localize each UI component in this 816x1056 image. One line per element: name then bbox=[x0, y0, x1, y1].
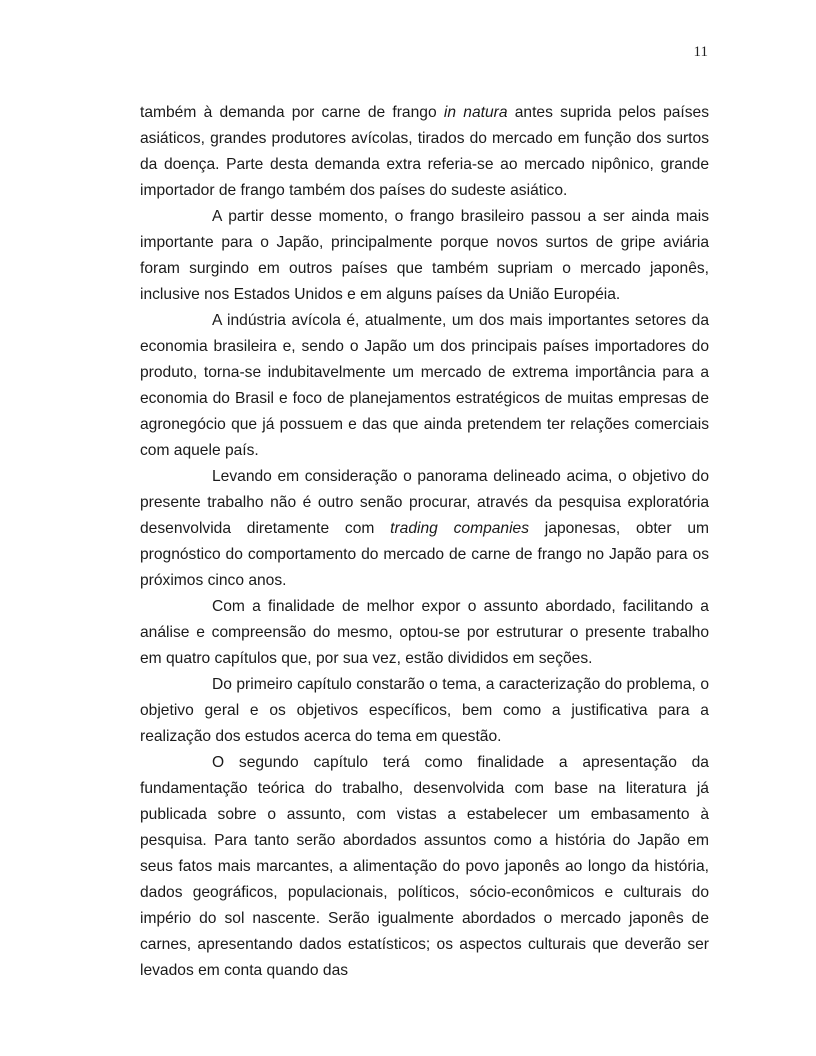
paragraph-2: A partir desse momento, o frango brasileiro passou a ser ainda mais importante para o Japão, principalmente porque novos surtos de gripe aviária foram surgindo em outros países que também supriam o mercado japonês, inclusive nos Estados Unidos e em alguns países da União Européia. bbox=[140, 208, 709, 303]
document-body bbox=[140, 100, 709, 984]
paragraph-1-text-b: antes suprida pelos países asiáticos, grandes produtores avícolas, tirados do mercado em função dos surtos da doença. Parte desta demanda extra referia-se ao mercado nipônico, grande importador de frango também dos países do sudeste asiático. bbox=[140, 104, 710, 199]
paragraph-4 bbox=[140, 464, 709, 594]
page-number: 11 bbox=[693, 44, 708, 60]
paragraph-4-italic: trading companies bbox=[390, 520, 530, 537]
paragraph-7: O segundo capítulo terá como finalidade a apresentação da fundamentação teórica do trabalho, desenvolvida com base na literatura já publicada sobre o assunto, com vistas a estabelecer um embasamento à pesquisa. Para tanto serão abordados assuntos como a história do Japão em seus fatos mais marcantes, a alimentação do povo japonês ao longo da história, dados geográficos, populacionais, políticos, sócio-econômicos e culturais do império do sol nascente. Serão igualmente abordados o mercado japonês de carnes, apresentando dados estatísticos; os aspectos culturais que deverão ser levados em conta quando das bbox=[140, 754, 709, 979]
paragraph-6: Do primeiro capítulo constarão o tema, a caracterização do problema, o objetivo geral e os objetivos específicos, bem como a justificativa para a realização dos estudos acerca do tema em questão. bbox=[140, 676, 709, 745]
paragraph-5: Com a finalidade de melhor expor o assunto abordado, facilitando a análise e compreensão do mesmo, optou-se por estruturar o presente trabalho em quatro capítulos que, por sua vez, estão divididos em seções. bbox=[140, 598, 709, 667]
paragraph-4-text-b: japonesas, obter um prognóstico do comportamento do mercado de carne de frango no Japão para os próximos cinco anos. bbox=[140, 520, 709, 589]
paragraph-3: A indústria avícola é, atualmente, um dos mais importantes setores da economia brasileira e, sendo o Japão um dos principais países importadores do produto, torna-se indubitavelmente um mercado de extrema importância para a economia do Brasil e foco de planejamentos estratégicos de muitas empresas de agronegócio que já possuem e das que ainda pretendem ter relações comerciais com aquele país. bbox=[140, 312, 709, 459]
paragraph-1-italic: in natura bbox=[443, 104, 508, 121]
paragraph-1-text-a: também à demanda por carne de frango bbox=[140, 104, 444, 121]
paragraph-1 bbox=[140, 100, 709, 204]
paragraph-4-text-a: Levando em consideração o panorama delineado acima, o objetivo do presente trabalho não é outro senão procurar, através da pesquisa exploratória desenvolvida diretamente com bbox=[140, 468, 709, 537]
